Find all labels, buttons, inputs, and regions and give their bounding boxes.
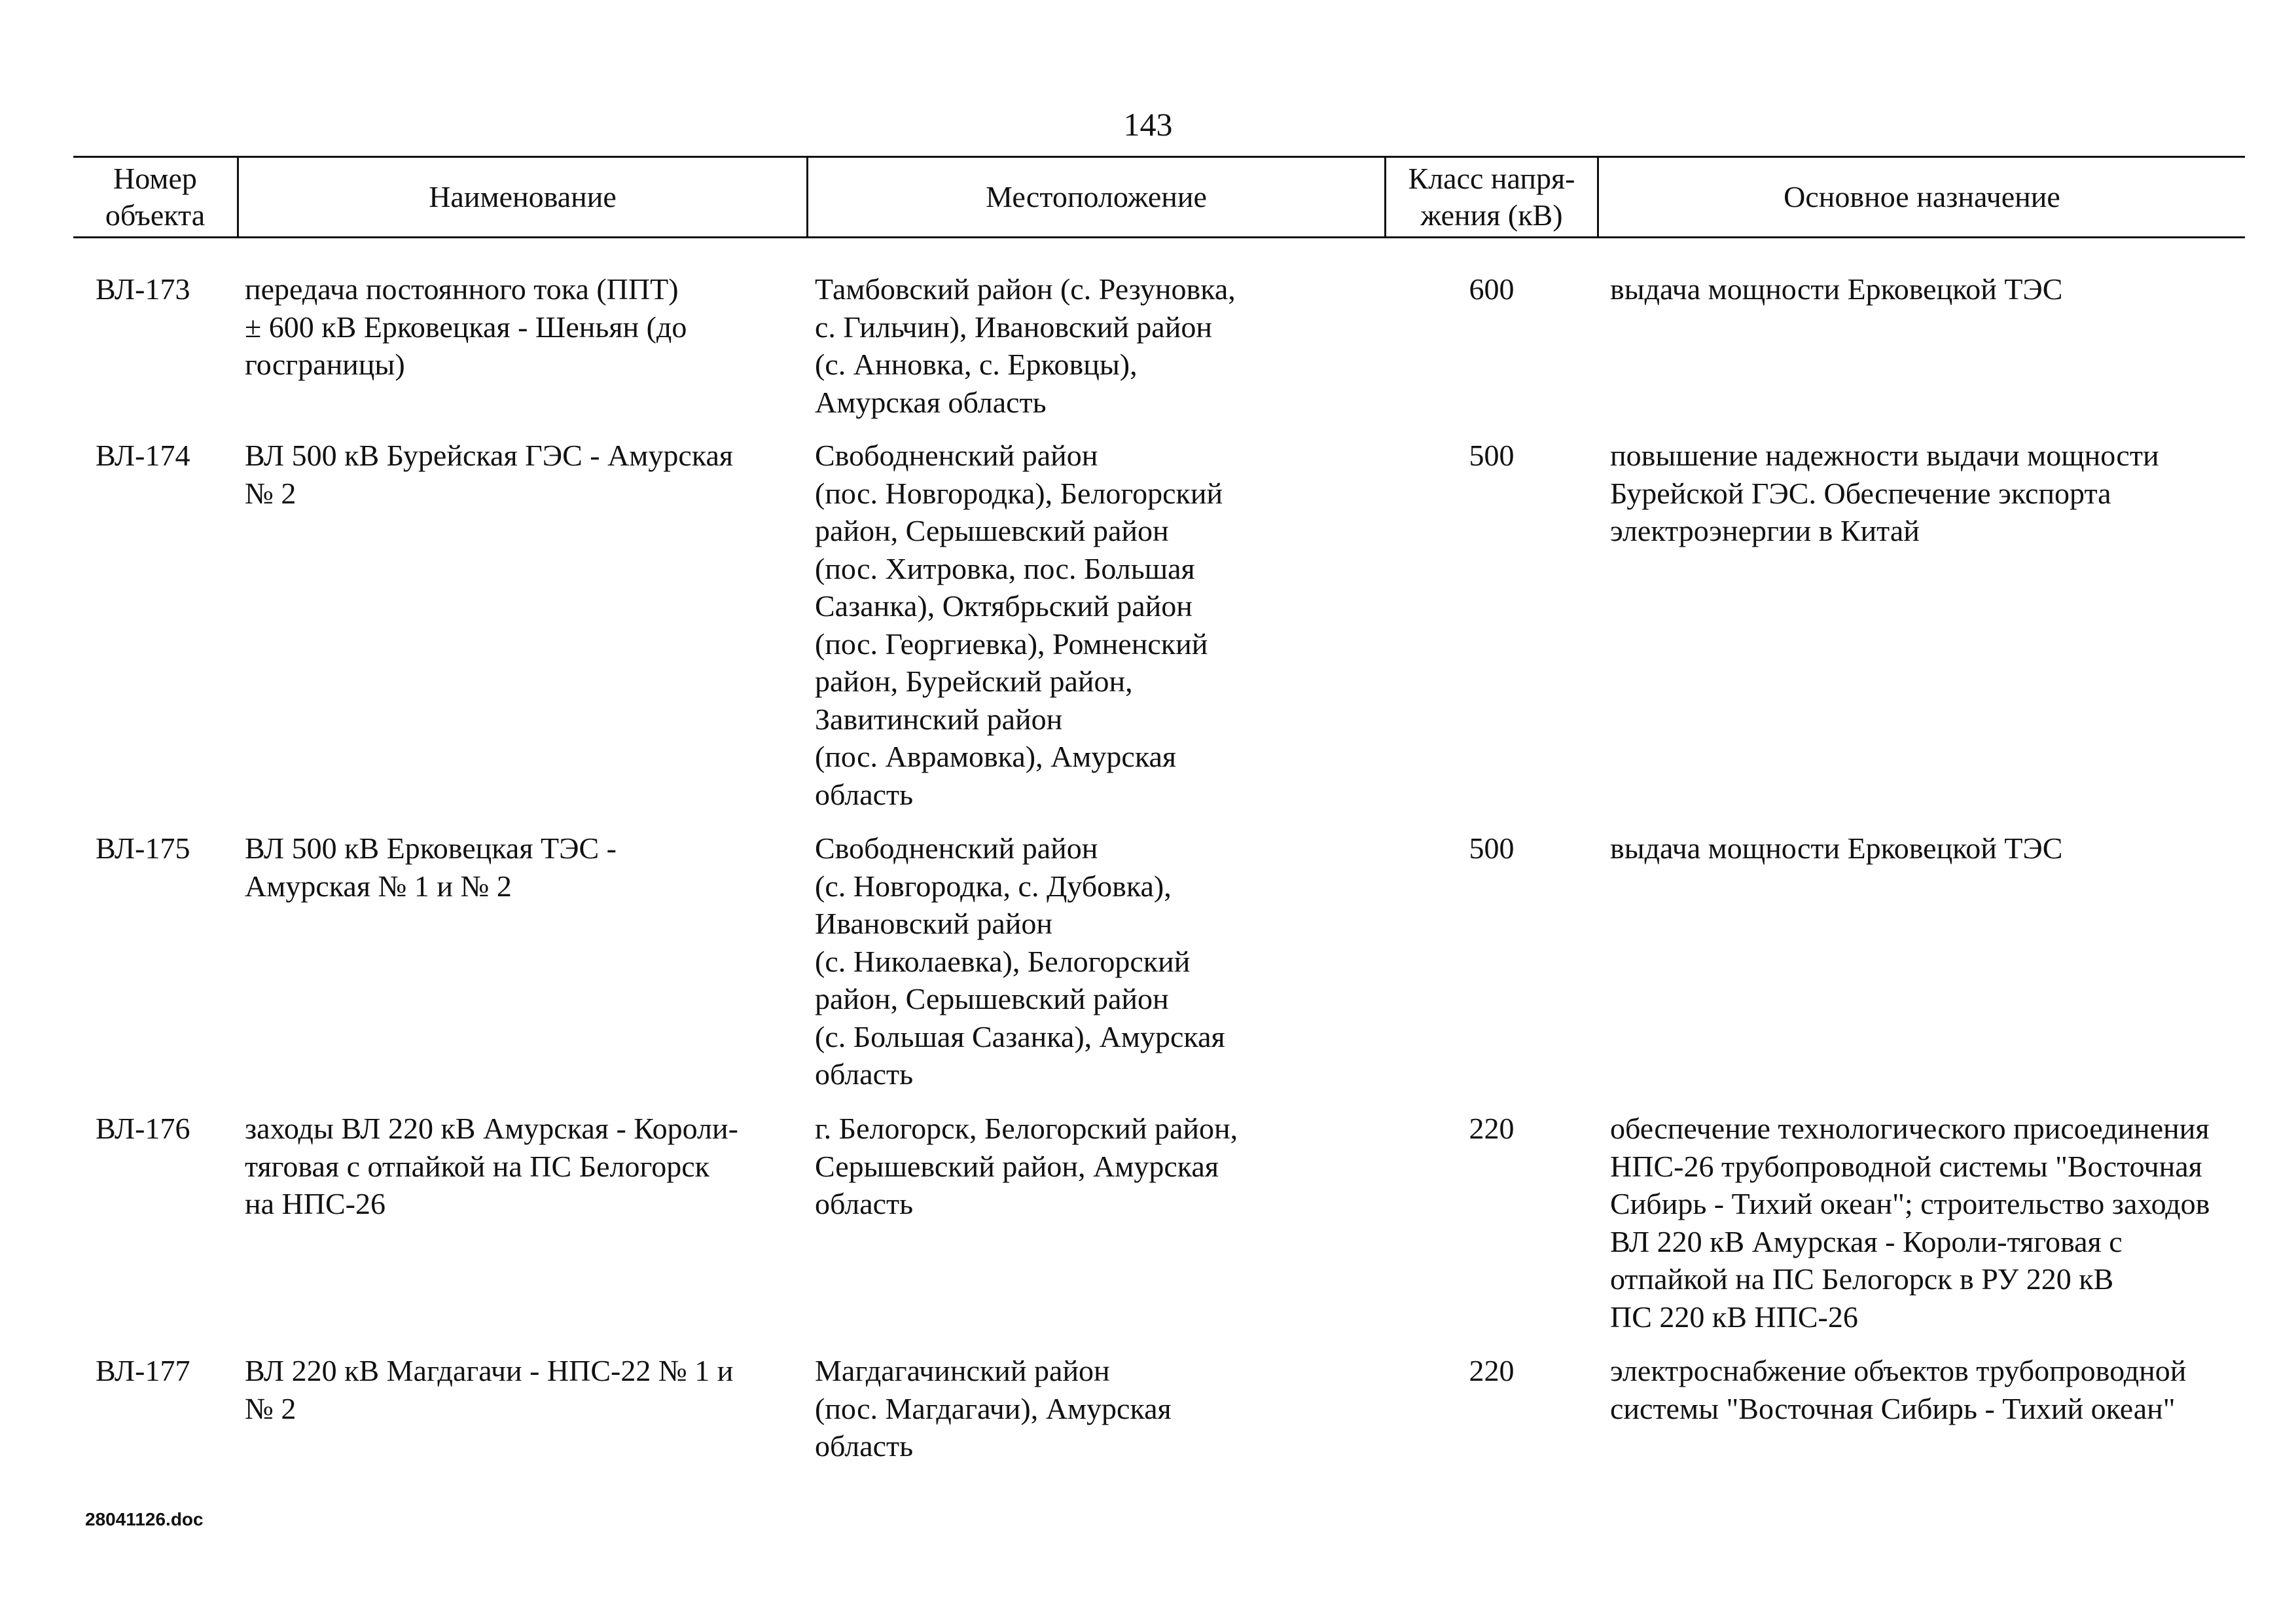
row-purpose — [1610, 1110, 2210, 1336]
row-purpose-line: электроснабжение объектов трубопроводной — [1610, 1354, 2187, 1387]
row-name-line: на НПС-26 — [245, 1187, 386, 1220]
row-name-line: Амурская № 1 и № 2 — [245, 869, 512, 903]
row-name — [245, 1352, 733, 1427]
row-purpose-line: выдача мощности Ерковецкой ТЭС — [1610, 831, 2063, 865]
table-row — [73, 830, 2245, 1110]
row-location-line: район, Серышевский район — [815, 982, 1169, 1015]
row-location-line: (пос. Хитровка, пос. Большая — [815, 551, 1195, 585]
row-location-line: с. Гильчин), Ивановский район — [815, 310, 1212, 344]
row-name-line: передача постоянного тока (ППТ) — [245, 272, 679, 306]
row-location-line: (с. Николаевка), Белогорский — [815, 944, 1191, 978]
row-location-line: Магдагачинский район — [815, 1354, 1110, 1387]
row-location-line: (с. Новгородка, с. Дубовка), — [815, 869, 1172, 903]
row-purpose — [1610, 1352, 2186, 1427]
row-purpose-line: выдача мощности Ерковецкой ТЭС — [1610, 272, 2063, 306]
row-name — [245, 1110, 738, 1223]
row-location-line: (пос. Аврамовка), Амурская — [815, 740, 1177, 773]
row-name — [245, 270, 687, 384]
header-location: Местоположение — [986, 180, 1207, 213]
row-location-line: Сазанка), Октябрьский район — [815, 589, 1193, 623]
row-purpose-line: отпайкой на ПС Белогорск в РУ 220 кВ — [1610, 1262, 2114, 1296]
row-location-line: (с. Анновка, с. Ерковцы), — [815, 348, 1138, 381]
row-location-line: Ивановский район — [815, 907, 1052, 940]
row-name-line: ВЛ 500 кВ Ерковецкая ТЭС - — [245, 831, 617, 865]
row-purpose-line: ВЛ 220 кВ Амурская - Короли-тяговая с — [1610, 1224, 2123, 1258]
row-number: ВЛ-177 — [96, 1354, 190, 1387]
row-location-line: (пос. Георгиевка), Ромненский — [815, 627, 1208, 661]
row-location-line: область — [815, 1057, 914, 1091]
row-location-line: (пос. Новгородка), Белогорский — [815, 476, 1223, 510]
header-number-line: объекта — [105, 198, 206, 232]
row-purpose-line: ПС 220 кВ НПС-26 — [1610, 1300, 1858, 1334]
row-location-line: (пос. Магдагачи), Амурская — [815, 1391, 1172, 1425]
table-body — [73, 270, 2245, 1470]
objects-table — [73, 156, 2245, 1463]
row-voltage: 220 — [1469, 1112, 1515, 1145]
row-purpose — [1610, 270, 2062, 308]
row-location-line: Тамбовский район (с. Резуновка, — [815, 272, 1236, 306]
row-purpose-line: повышение надежности выдачи мощности — [1610, 439, 2159, 472]
row-purpose — [1610, 830, 2062, 867]
row-purpose-line: обеспечение технологического присоединения — [1610, 1112, 2210, 1145]
row-voltage: 500 — [1469, 439, 1515, 472]
row-location — [815, 437, 1223, 813]
document-filename: 28041126.doc — [85, 1509, 204, 1529]
table-row — [73, 437, 2245, 830]
row-location-line: область — [815, 1187, 914, 1220]
row-location — [815, 270, 1236, 421]
row-name-line: № 2 — [245, 1391, 296, 1425]
row-location-line: Серышевский район, Амурская — [815, 1149, 1219, 1183]
row-purpose-line: системы "Восточная Сибирь - Тихий океан" — [1610, 1391, 2176, 1425]
row-name-line: госграницы) — [245, 348, 405, 381]
row-location — [815, 830, 1225, 1093]
table-row — [73, 1110, 2245, 1352]
header-purpose: Основное назначение — [1784, 180, 2060, 213]
row-location-line: область — [815, 1429, 914, 1463]
row-location-line: г. Белогорск, Белогорский район, — [815, 1112, 1238, 1145]
row-purpose-line: НПС-26 трубопроводной системы "Восточная — [1610, 1149, 2202, 1183]
row-location-line: Свободненский район — [815, 831, 1098, 865]
row-purpose — [1610, 437, 2159, 550]
header-number-line: Номер — [113, 162, 197, 195]
row-number: ВЛ-173 — [96, 272, 190, 306]
row-location-line: район, Серышевский район — [815, 514, 1169, 547]
row-number: ВЛ-175 — [96, 831, 190, 865]
row-name-line: ВЛ 220 кВ Магдагачи - НПС-22 № 1 и — [245, 1354, 734, 1387]
row-location — [815, 1110, 1238, 1223]
header-name: Наименование — [429, 180, 617, 213]
row-location-line: область — [815, 777, 914, 811]
row-name-line: ВЛ 500 кВ Бурейская ГЭС - Амурская — [245, 439, 734, 472]
row-voltage: 500 — [1469, 831, 1515, 865]
header-voltage-line: жения (кВ) — [1420, 198, 1563, 232]
row-name-line: тяговая с отпайкой на ПС Белогорск — [245, 1149, 709, 1183]
row-name — [245, 830, 617, 905]
row-location-line: Амурская область — [815, 385, 1047, 419]
row-purpose-line: Бурейской ГЭС. Обеспечение экспорта — [1610, 476, 2111, 510]
row-number: ВЛ-176 — [96, 1112, 190, 1145]
row-purpose-line: Сибирь - Тихий океан"; строительство заходов — [1610, 1187, 2210, 1220]
row-name-line: ± 600 кВ Ерковецкая - Шеньян (до — [245, 310, 687, 344]
table-row — [73, 1352, 2245, 1470]
row-location-line: Завитинский район — [815, 702, 1063, 736]
row-location-line: (с. Большая Сазанка), Амурская — [815, 1019, 1225, 1053]
row-location-line: район, Бурейский район, — [815, 665, 1133, 698]
table-row — [73, 270, 2245, 437]
header-number — [73, 158, 237, 236]
row-location — [815, 1352, 1172, 1465]
row-voltage: 220 — [1469, 1354, 1515, 1387]
row-name-line: № 2 — [245, 476, 296, 510]
row-name-line: заходы ВЛ 220 кВ Амурская - Короли- — [245, 1112, 738, 1145]
header-voltage — [1386, 158, 1597, 236]
row-voltage: 600 — [1469, 272, 1515, 306]
row-purpose-line: электроэнергии в Китай — [1610, 514, 1920, 547]
row-location-line: Свободненский район — [815, 439, 1098, 472]
row-name — [245, 437, 733, 512]
table-header — [73, 156, 2245, 238]
row-number: ВЛ-174 — [96, 439, 190, 472]
page-number: 143 — [1123, 106, 1173, 143]
header-voltage-line: Класс напря- — [1408, 162, 1575, 195]
